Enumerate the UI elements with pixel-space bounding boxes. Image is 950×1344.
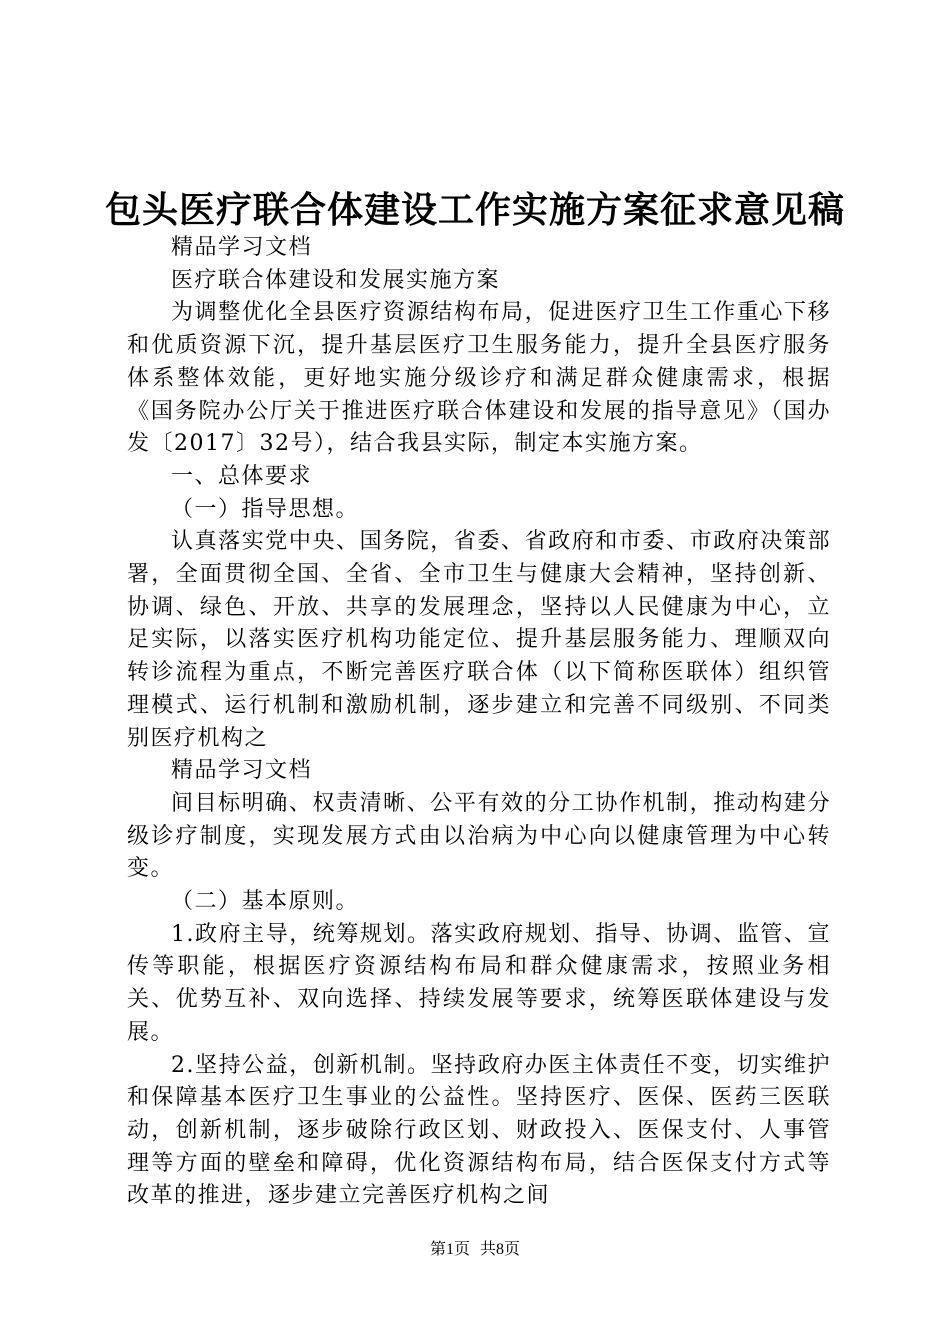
- section-heading: 一、总体要求: [171, 463, 313, 489]
- subsection-heading: （一）指导思想。: [171, 496, 360, 522]
- paragraph: 间目标明确、权责清晰、公平有效的分工协作机制，推动构建分级诊疗制度，实现发展方式由以治病为中心向以健康管理为中心转变。: [127, 790, 831, 882]
- document-title: 包头医疗联合体建设工作实施方案征求意见稿: [104, 189, 845, 231]
- page-total: 共8页: [480, 1241, 521, 1258]
- header-watermark-text: 精品学习文档: [171, 758, 313, 784]
- header-watermark-text: 精品学习文档: [171, 235, 313, 260]
- paragraph: 为调整优化全县医疗资源结构布局，促进医疗卫生工作重心下移和优质资源下沉，提升基层医疗卫生服务能力，提升全县医疗服务体系整体效能，更好地实施分级诊疗和满足群众健康需求，根据《国务院办公厅关于推进医疗联合体建设和发展的指导意见》（国办发〔2017〕32号），结合我县实际，制定本实施方案。: [127, 300, 831, 457]
- page-number: 第1页: [429, 1241, 470, 1258]
- paragraph: 1.政府主导，统筹规划。落实政府规划、指导、协调、监管、宣传等职能，根据医疗资源结构布局和群众健康需求，按照业务相关、优势互补、双向选择、持续发展等要求，统筹医联体建设与发展。: [127, 921, 831, 1045]
- paragraph: 2.坚持公益，创新机制。坚持政府办医主体责任不变，切实维护和保障基本医疗卫生事业的公益性。坚持医疗、医保、医药三医联动，创新机制，逐步破除行政区划、财政投入、医保支付、人事管理等方面的壁垒和障碍，优化资源结构布局，结合医保支付方式等改革的推进，逐步建立完善医疗机构之间: [127, 1052, 831, 1209]
- subsection-heading: （二）基本原则。: [171, 889, 360, 915]
- page-footer: [0, 1238, 950, 1262]
- paragraph: 认真落实党中央、国务院，省委、省政府和市委、市政府决策部署，全面贯彻全国、全省、全市卫生与健康大会精神，坚持创新、协调、绿色、开放、共享的发展理念，坚持以人民健康为中心，立足实际，以落实医疗机构功能定位、提升基层服务能力、理顺双向转诊流程为重点，不断完善医疗联合体（以下简称医联体）组织管理模式、运行机制和激励机制，逐步建立和完善不同级别、不同类别医疗机构之: [127, 529, 831, 751]
- document-body: [127, 232, 831, 1213]
- subtitle: 医疗联合体建设和发展实施方案: [171, 267, 501, 293]
